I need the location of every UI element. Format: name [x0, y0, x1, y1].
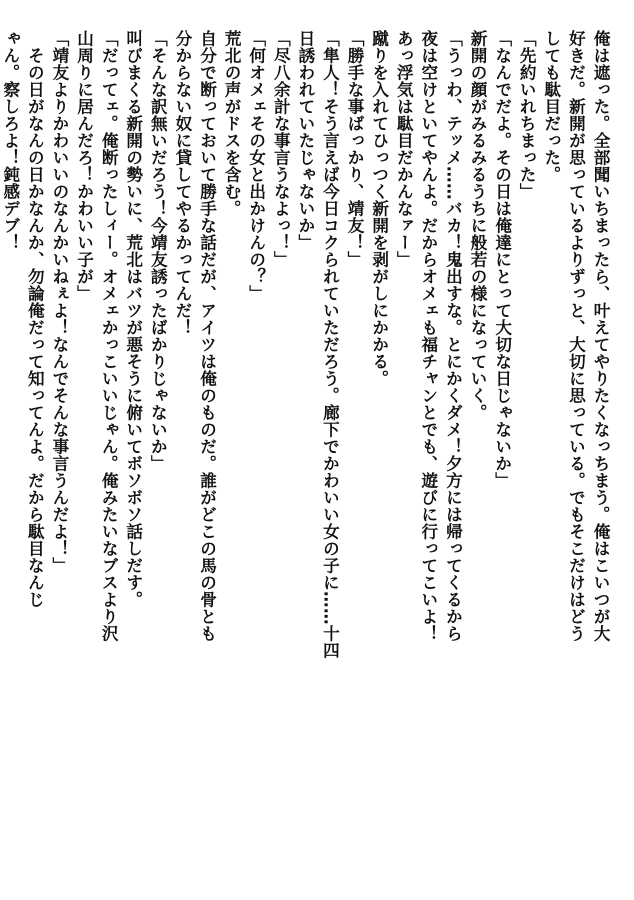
text-line: 叫びまくる新開の勢いに、荒北はバツが悪そうに俯いてボソボソ話しだす。 [123, 30, 143, 608]
text-line: 分からない奴に貸してやるかってんだ！ [172, 30, 192, 336]
text-line: 山周りに居んだろ！かわいい子が」 [74, 30, 94, 302]
text-line: あっ浮気は駄目だかんなァー」 [394, 30, 414, 268]
text-line: 「先約いれちまった」 [517, 30, 537, 200]
text-line: 「尽八余計な事言うなよっ！」 [271, 30, 291, 268]
text-line: 自分で断っておいて勝手な話だが、アイツは俺のものだ。誰がどこの馬の骨とも [197, 30, 217, 642]
text-line: 「何オメェその女と出かけんの？」 [246, 30, 266, 302]
text-line: 日誘われていたじゃないか」 [295, 30, 315, 251]
text-line: 新開の顔がみるみるうちに般若の様になっていく。 [468, 30, 488, 421]
text-line: ゃん。察しろよ！鈍感デブ！ [0, 30, 20, 251]
text-line: その日がなんの日かなんか、勿論俺だって知ってんよ。だから駄目なんじ [25, 30, 45, 608]
text-line: 「だってェ。俺断ったしィー。オメェかっこいいじゃん。俺みたいなブスより沢 [99, 30, 119, 642]
text-line: 俺は遮った。全部聞いちまったら、叶えてやりたくなっちまう。俺はこいつが大 [591, 30, 610, 642]
vertical-text-block [0, 30, 612, 880]
text-line: 荒北の声がドスを含む。 [222, 30, 242, 217]
text-line: 「靖友よりかわいいのなんかいねぇよ！なんでそんな事言うんだよ！」 [49, 30, 69, 574]
text-line: 蹴りを入れてひっつく新開を剥がしにかかる。 [369, 30, 389, 387]
text-line: 好きだ。新開が思っているよりずっと、大切に思っている。でもそこだけはどう [566, 30, 586, 642]
text-line: 「うっわ、テッメ……バカ！鬼出すな。とにかくダメ！夕方には帰ってくるから [443, 30, 463, 642]
text-line: 「そんな訳無いだろう！今靖友誘ったばかりじゃないか」 [148, 30, 168, 472]
text-line: 夜は空けといてやんよ。だからオメェも福チャンとでも、遊びに行ってこいよ！ [418, 30, 438, 642]
text-line: 「隼人！そう言えば今日コクられていただろう。廊下でかわいい女の子に……十四 [320, 30, 340, 659]
text-line: 「勝手な事ばっかり、靖友！」 [345, 30, 365, 268]
text-line: しても駄目だった。 [541, 30, 561, 183]
text-line: 「なんでだよ。その日は俺達にとって大切な日じゃないか」 [492, 30, 512, 489]
